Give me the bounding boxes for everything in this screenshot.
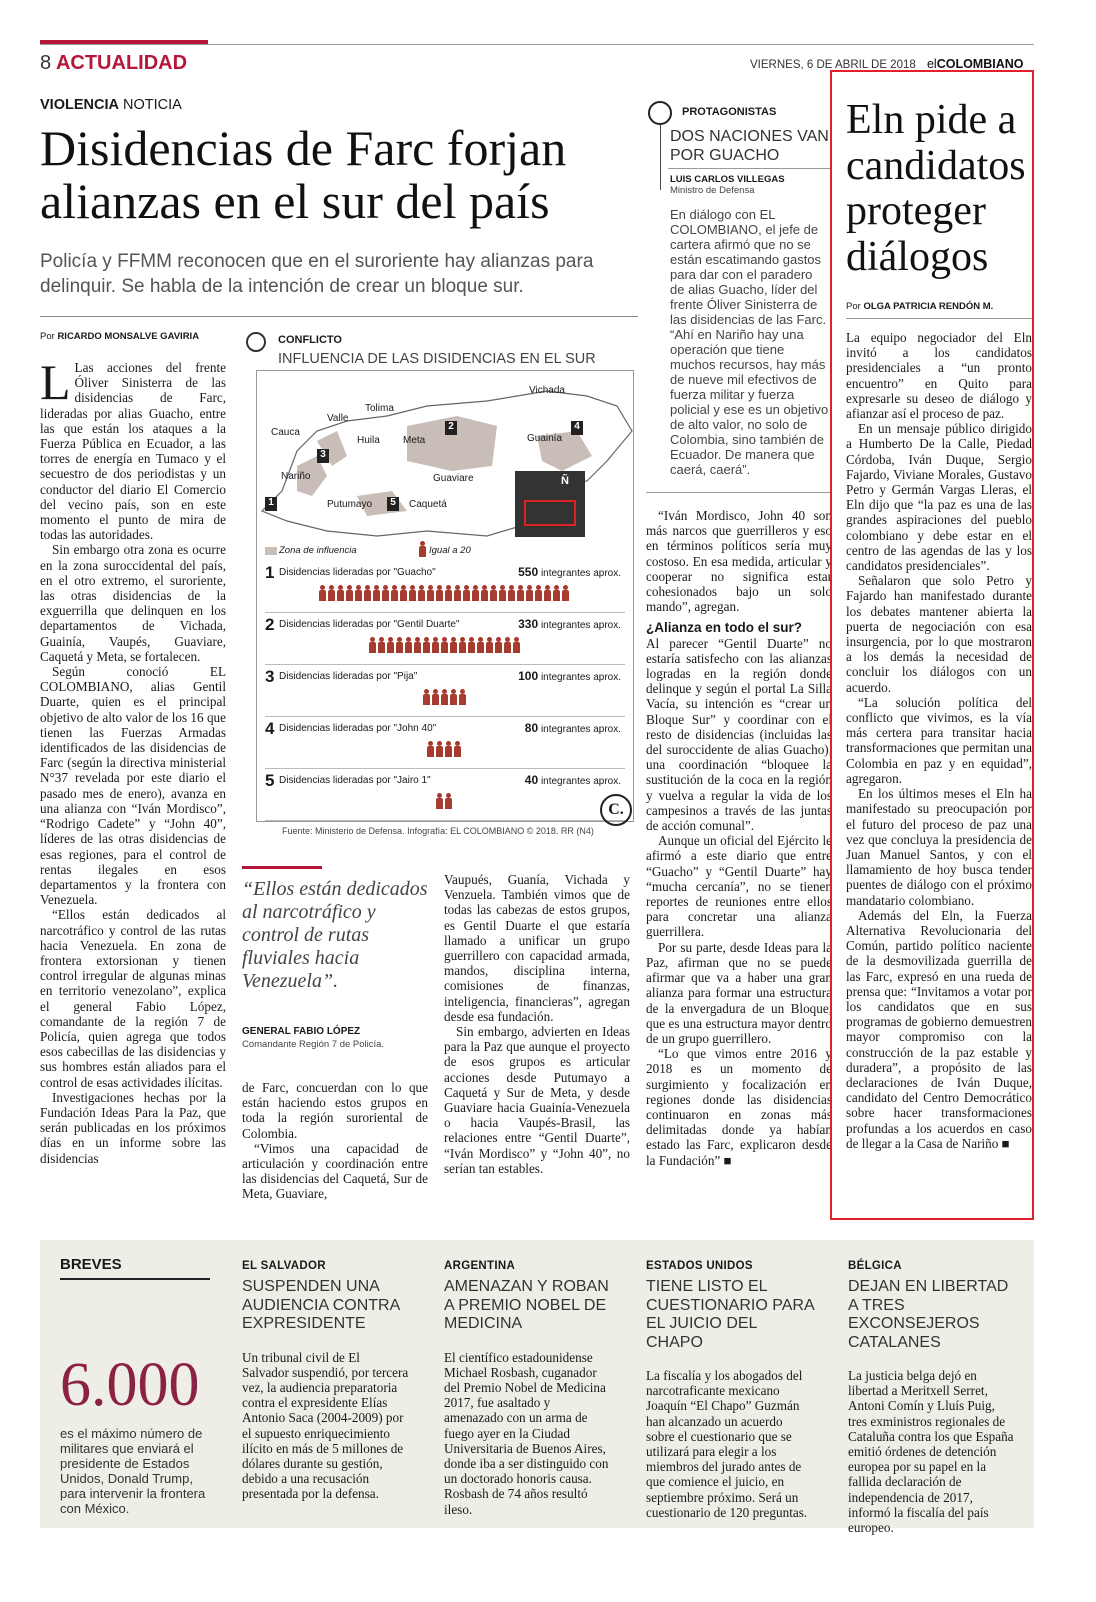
person-unit xyxy=(328,585,335,601)
main-headline: Disidencias de Farc forjan alianzas en el sur del país xyxy=(40,120,567,229)
infographic-label: CONFLICTO xyxy=(278,334,342,346)
article-col-d xyxy=(646,508,832,1168)
breves-label: BREVES xyxy=(60,1256,122,1273)
person-unit xyxy=(468,637,475,653)
brief-body: La justicia belga dejó en libertad a Meritxell Serret, Antoni Comín y Lluís Puig, tres exministros regionales de Cataluña contra los que España emitió órdenes de detención europea por su papel en la fallida declaración de independencia de 2017, informó la fiscalía del país europeo. xyxy=(848,1368,1014,1536)
side-headline: Eln pide a candidatos proteger diálogos xyxy=(846,97,1026,280)
map-marker: 1 xyxy=(265,497,277,511)
paragraph: “Vimos una capacidad de articulación y coordinación entre las disidencias del Caquetá, Sur de Meta, Guaviare, xyxy=(242,1140,428,1202)
side-body xyxy=(846,330,1032,1151)
person-unit xyxy=(526,585,533,601)
main-deck: Policía y FFMM reconocen que en el suroriente hay alianzas para delinquir. Se habla de la intención de crear un bloque sur. xyxy=(40,251,594,297)
person-unit xyxy=(445,793,452,809)
protagonistas-bottom-rule xyxy=(646,492,832,493)
chart-value-label: 80 integrantes aprox. xyxy=(524,721,621,735)
person-unit xyxy=(409,585,416,601)
paragraph: Señalaron que solo Petro y Fajardo han manifestado durante los debates mantener abierta la puerta de negociación con esa insurgencia, por lo que mostraron a los demás la necesidad de concluir los diálogos con un acuerdo. xyxy=(846,573,1032,695)
protagonistas-label: PROTAGONISTAS xyxy=(682,106,777,118)
brief-body: El científico estadounidense Michael Rosbash, cuganador del Premio Nobel de Medicina 2017, fue asaltado y amenazado con un arma de fuego ayer en la Ciudad Universitaria de Buenos Aires, donde iba a ser distinguido con un doctorado honoris causa. Rosbash de 74 años resultó ileso. xyxy=(444,1349,609,1517)
top-rule xyxy=(40,44,1034,45)
chart-category-label: Disidencias lideradas por "Gentil Duarte" xyxy=(279,619,460,630)
person-unit xyxy=(454,741,461,757)
place-label: Caquetá xyxy=(409,499,447,510)
person-unit xyxy=(319,585,326,601)
chart-row xyxy=(265,613,625,665)
paragraph: Según conoció EL COLOMBIANO, alias Gentil Duarte, quien es el principal objetivo de alto valor de los 16 que tienen las Fuerzas Armadas identificados de las disidencias de Farc (según la directiva ministerial N°37 revelada por este diario el pasado mes de enero), avanza en una alianza con “Iván Mordisco”, “Rodrigo Cadete” y “John 40”, líderes de las otras disidencias de esas regiones, para el control de rentas ilegales en esos departamentos y la frontera con Venezuela. xyxy=(40,664,226,908)
brief-body: La fiscalía y los abogados del narcotraficante mexicano Joaquín “El Chapo” Guzmán han alcanzado un acuerdo sobre el cuestionario que se utilizará para elegir a los miembros del jurado antes de que comience el juicio, en septiembre próximo. Será un cuestionario de 120 preguntas. xyxy=(646,1368,808,1520)
deck-rule xyxy=(40,316,638,317)
person-unit xyxy=(391,585,398,601)
person-unit xyxy=(436,741,443,757)
brief-country: EL SALVADOR xyxy=(242,1260,326,1272)
chart-rows xyxy=(265,561,625,821)
chart-rank: 4 xyxy=(265,719,275,738)
inset-north-label: Ñ xyxy=(561,475,569,487)
person-unit xyxy=(346,585,353,601)
protagonistas-title: DOS NACIONES VAN POR GUACHO xyxy=(670,128,829,164)
chart-bar-1 xyxy=(319,585,571,606)
chart-category-label: Disidencias lideradas por "John 40" xyxy=(279,723,437,734)
person-unit xyxy=(400,585,407,601)
infographic-title: INFLUENCIA DE LAS DISIDENCIAS EN EL SUR xyxy=(278,351,596,367)
byline: Por RICARDO MONSALVE GAVIRIA xyxy=(40,331,200,342)
person-unit xyxy=(544,585,551,601)
person-unit xyxy=(427,585,434,601)
person-unit xyxy=(499,585,506,601)
page-number: 8 xyxy=(40,52,52,74)
person-unit xyxy=(396,637,403,653)
person-unit xyxy=(436,793,443,809)
paragraph: En los últimos meses el Eln ha manifestado su preocupación por el futuro del proceso de paz una vez que concluya la presidencia de Juan Manuel Santos, y con el llamamiento de hoy busca tender puentes de diálogo con el próximo mandatario colombiano. xyxy=(846,786,1032,908)
brief-body: Un tribunal civil de El Salvador suspendió, por tercera vez, la audiencia preparatoria contra el expresidente Elías Antonio Saca (2004-2009) por el supuesto enriquecimiento ilícito en más de 5 millones de dólares durante su gestión, debido a una recusación presentada por la defensa. xyxy=(242,1349,409,1502)
chart-category-label: Disidencias lideradas por "Guacho" xyxy=(279,567,436,578)
brief-country: BÉLGICA xyxy=(848,1260,902,1272)
brief-country: ESTADOS UNIDOS xyxy=(646,1260,753,1272)
chart-row xyxy=(265,769,625,821)
quote-name: GENERAL FABIO LÓPEZ xyxy=(242,1026,361,1037)
side-rule xyxy=(846,318,1032,319)
person-unit xyxy=(382,585,389,601)
chart-value-label: 40 integrantes aprox. xyxy=(524,773,621,787)
protagonistas-role: Ministro de Defensa xyxy=(670,185,755,196)
paragraph: Vaupués, Guanía, Vichada y Venzuela. También vimos que de todas las cabezas de estos grupos, es Gentil Duarte el que estaría llamado a unificar un grupo guerrillero con capacidad armada, mandos, disciplina interna, comisiones de finanzas, inteligencia, financieras”, agregan desde esa fundación. xyxy=(444,872,630,1024)
chart-rank: 3 xyxy=(265,667,275,686)
person-unit xyxy=(414,637,421,653)
person-unit xyxy=(387,637,394,653)
chart-bar-5 xyxy=(436,793,454,814)
person-unit xyxy=(517,585,524,601)
person-unit xyxy=(432,689,439,705)
chart-value-label: 330 integrantes aprox. xyxy=(518,617,621,631)
side-byline: Por OLGA PATRICIA RENDÓN M. xyxy=(846,301,994,312)
person-unit xyxy=(405,637,412,653)
chart-value-label: 100 integrantes aprox. xyxy=(518,669,621,683)
brief-item xyxy=(848,1260,1016,1535)
place-label: Nariño xyxy=(281,471,311,482)
person-unit xyxy=(481,585,488,601)
map-marker: 5 xyxy=(387,497,399,511)
person-unit xyxy=(495,637,502,653)
person-unit xyxy=(423,637,430,653)
chart-row xyxy=(265,561,625,613)
crosshair-icon xyxy=(246,332,266,352)
brief-title: AMENAZAN Y ROBAN A PREMIO NOBEL DE MEDICINA xyxy=(444,1278,609,1332)
paragraph: Sin embargo, advierten en Ideas para la Paz que aunque el proyecto de esos grupos es articular acciones desde Putumayo a Caquetá y Sur de Meta, y desde Guaviare hacia Guainía-Venezuela o hacia Vaupés-Brasil, las relaciones entre “Gentil Duarte”, “Iván Mordisco” y “John 40”, no serían tan estables. xyxy=(444,1024,630,1176)
map-marker: 3 xyxy=(317,449,329,463)
breves-stat: 6.000 xyxy=(60,1351,200,1419)
person-unit xyxy=(445,741,452,757)
person-unit xyxy=(378,637,385,653)
brief-item xyxy=(646,1260,814,1520)
paragraph: Por su parte, desde Ideas para la Paz, afirman que no se puede afirmar que va a haber una gran alianza para formar una estructura de la envergadura de un Bloque, que es una estructura mayor dentro de un grupo guerrillero. xyxy=(646,939,832,1046)
paragraph: Sin embargo otra zona es ocurre en la zona suroccidental del país, en el otro extremo, el suroriente, las otras disidencias de la exguerrilla que delinquen en los departamentos de Vichada, Guainía, Vaupés, Guaviare, Caquetá y Meta, se fortalecen. xyxy=(40,542,226,664)
article-col-c xyxy=(444,872,630,1176)
protagonistas-rule xyxy=(668,168,830,169)
person-unit xyxy=(369,637,376,653)
chart-category-label: Disidencias lideradas por "Jairo 1" xyxy=(279,775,431,786)
date-line xyxy=(750,57,1024,71)
paragraph: “Ellos están dedicados al narcotráfico y control de las rutas hacia Venezuela. En zona de frontera extorsionan y tienen control irregular de algunas minas en territorio venezolano”, explica el general Fabio López, comandante de la región 7 de Policía, quien agrega que todos esos cabecillas de las disidencias y sus hombres están aliados para el control de esas actividades ilícitas. xyxy=(40,907,226,1090)
infographic xyxy=(242,326,636,846)
place-label: Valle xyxy=(327,413,349,424)
quote-accent-bar xyxy=(242,866,322,869)
place-label: Tolima xyxy=(365,403,394,414)
person-unit xyxy=(445,585,452,601)
place-label: Putumayo xyxy=(327,499,373,510)
pull-quote: “Ellos están dedicados al narcotráfico y control de rutas fluviales hacia Venezuela”. xyxy=(242,878,428,992)
map xyxy=(257,371,633,541)
chart-row xyxy=(265,665,625,717)
person-unit xyxy=(513,637,520,653)
brief-title: SUSPENDEN UNA AUDIENCIA CONTRA EXPRESIDENTE xyxy=(242,1278,400,1332)
chart-rank: 5 xyxy=(265,771,275,790)
breves-rule xyxy=(60,1278,210,1280)
paragraph: Al parecer “Gentil Duarte” no estaría satisfecho con las alianzas logradas en la región donde delinque y según el portal La Silla Vacía, su intención es “crear un Bloque Sur” y coordinar con el resto de disidencias (incluidas las del suroccidente de alias Guacho), una coordinación “bloquee la sustitución de la coca en la región y vuelva a regular la vida de los campesinos a través de las juntas de acción comunal”. xyxy=(646,635,832,834)
chart-frame xyxy=(256,370,634,822)
map-marker: 4 xyxy=(571,421,583,435)
person-unit xyxy=(423,689,430,705)
paragraph: “La solución política del conflicto que vivimos, es la vía más certera para transitar hacia transformaciones que permitan una Colombia en paz y en equidad”, agregaron. xyxy=(846,694,1032,786)
person-unit xyxy=(472,585,479,601)
person-unit xyxy=(490,585,497,601)
chart-rank: 1 xyxy=(265,563,275,582)
person-unit xyxy=(562,585,569,601)
person-unit xyxy=(535,585,542,601)
infographic-source: Fuente: Ministerio de Defensa. Infografía: EL COLOMBIANO © 2018. RR (N4) xyxy=(282,826,594,836)
person-unit xyxy=(454,585,461,601)
article-col-1 xyxy=(40,354,226,1166)
section-header xyxy=(40,52,187,75)
brief-title: TIENE LISTO EL CUESTIONARIO PARA EL JUICIO DEL CHAPO xyxy=(646,1278,814,1351)
protagonistas-text: En diálogo con EL COLOMBIANO, el jefe de cartera afirmó que no se están escatimando gastos para dar con el paradero de alias Guacho, líder del frente Óliver Sinisterra de las disidencias de las Farc. “Ahí en Nariño hay una operación que tiene muchos recursos, hay más de nueve mil efectivos de fuerza militar y fuerza policial y ese es un objetivo de alto valor, no solo de Colombia, sino también de Ecuador. De manera que caerá, caerá”. xyxy=(670,207,829,477)
legend-zone-label: Zona de influencia xyxy=(279,545,357,556)
paragraph: Investigaciones hechas por la Fundación Ideas Para la Paz, que serán publicadas en los próximos días en un informe sobre las disidencias xyxy=(40,1089,226,1166)
person-unit xyxy=(432,637,439,653)
person-unit xyxy=(477,637,484,653)
place-label: Guaviare xyxy=(433,473,474,484)
place-label: Vichada xyxy=(529,385,565,396)
protagonistas-name: LUIS CARLOS VILLEGAS xyxy=(670,174,785,185)
person-unit xyxy=(441,637,448,653)
protagonistas-vline xyxy=(660,124,661,190)
subhead: ¿Alianza en todo el sur? xyxy=(646,620,803,636)
person-unit xyxy=(459,637,466,653)
person-unit xyxy=(418,585,425,601)
paragraph: En un mensaje público dirigido a Humberto De la Calle, Piedad Córdoba, Iván Duque, Sergio Fajardo, Viviane Morales, Gustavo Petro y Germán Vargas Lleras, el Eln dijo que “la paz es una de las grandes aspiraciones del pueblo colombiano y debe estar en el centro de las agendas de las y los candidatos presidenciales”. xyxy=(846,421,1032,574)
article-col-b xyxy=(242,1080,428,1202)
place-label: Meta xyxy=(403,435,426,446)
person-unit xyxy=(486,637,493,653)
person-unit xyxy=(364,585,371,601)
person-unit xyxy=(355,585,362,601)
paragraph: “Iván Mordisco, John 40 son más narcos que guerrilleros y eso en términos políticos sería muy costoso. En esa medida, articular y cooperar no significa estar cohesionados bajo un solo mando”, agregan. xyxy=(646,508,832,615)
kicker: VIOLENCIA NOTICIA xyxy=(40,97,182,113)
chart-value-label: 550 integrantes aprox. xyxy=(518,565,621,579)
brief-item xyxy=(242,1260,410,1502)
paragraph: de Farc, concuerdan con lo que están haciendo estos grupos en toda la región suroriental de Colombia. xyxy=(242,1080,428,1141)
person-unit xyxy=(508,585,515,601)
brief-title: DEJAN EN LIBERTAD A TRES EXCONSEJEROS CATALANES xyxy=(848,1278,1009,1351)
paragraph: La equipo negociador del Eln invitó a los candidatos presidenciales a “un pronto encuentro” en Quito para expresarle su deseo de diálogo y afianzar así el proceso de paz. xyxy=(846,330,1032,422)
issue-date: VIERNES, 6 DE ABRIL DE 2018 xyxy=(750,59,916,71)
person-unit xyxy=(337,585,344,601)
breves-stat-text: es el máximo número de militares que enviará el presidente de Estados Unidos, Donald Trump, para intervenir la frontera con México. xyxy=(60,1426,206,1516)
person-unit xyxy=(459,689,466,705)
paragraph: Además del Eln, la Fuerza Alternativa Revolucionaria del Común, partido político naciente de la desmovilizada guerrilla de las Farc, expresó en una rueda de prensa que: “Invitamos a votar por los candidatos que en sus programas de gobierno demuestren mayor compromiso con la construcción de la paz estable y duradera”, a propósito de las declaraciones de Iván Duque, candidato del Centro Democrático sobre hacer transformaciones profundas a los acuerdos en caso de llegar a la Casa de Nariño ■ xyxy=(846,907,1032,1151)
brand-logo: C. xyxy=(600,794,632,826)
person-unit xyxy=(504,637,511,653)
chart-rank: 2 xyxy=(265,615,275,634)
place-label: Cauca xyxy=(271,427,300,438)
place-label: Guainía xyxy=(527,433,563,444)
chart-bar-3 xyxy=(423,689,468,710)
dropcap: L xyxy=(40,354,71,410)
person-unit xyxy=(450,689,457,705)
legend-zone-swatch xyxy=(265,547,277,555)
chart-bar-4 xyxy=(427,741,463,762)
person-icon xyxy=(648,101,672,125)
person-unit xyxy=(441,689,448,705)
person-unit xyxy=(463,585,470,601)
legend-person-icon xyxy=(419,541,426,557)
brand: elCOLOMBIANO xyxy=(926,57,1024,71)
map-marker: 2 xyxy=(445,421,457,435)
section-name: ACTUALIDAD xyxy=(55,52,188,74)
brief-country: ARGENTINA xyxy=(444,1260,516,1272)
chart-row xyxy=(265,717,625,769)
chart-bar-2 xyxy=(369,637,522,658)
quote-role: Comandante Región 7 de Policía. xyxy=(242,1039,385,1050)
person-unit xyxy=(427,741,434,757)
dropcap-paragraph: L Las acciones del frente Óliver Sinisterra de las disidencias de Farc, lideradas por alias Guacho, entre las que están los ataques a la Fuerza Pública en Ecuador, a las torres de energía en Tumaco y el secuestro de dos periodistas y un conductor del diario El Comercio del vecino país, son en este momento el punto de mira de todas las autoridades. xyxy=(40,354,226,543)
legend-person-label: Igual a 20 xyxy=(429,545,471,556)
chart-category-label: Disidencias lideradas por "Pija" xyxy=(279,671,418,682)
place-label: Huila xyxy=(357,435,380,446)
paragraph: “Lo que vimos entre 2016 y 2018 es un momento de surgimiento y focalización en regiones donde las disidencias continuaron en zonas más delimitadas donde ya habían estado las Farc, explicaron desde la Fundación” ■ xyxy=(646,1046,832,1168)
person-unit xyxy=(553,585,560,601)
person-unit xyxy=(373,585,380,601)
person-unit xyxy=(450,637,457,653)
paragraph: Aunque un oficial del Ejército le afirmó a este diario que entre “Guacho” y “Gentil Duarte” hay “mucha cercanía”, no se tienen reportes de reuniones entre ellos para concretar una alianza guerrillera. xyxy=(646,833,832,940)
person-unit xyxy=(436,585,443,601)
brief-item xyxy=(444,1260,612,1517)
